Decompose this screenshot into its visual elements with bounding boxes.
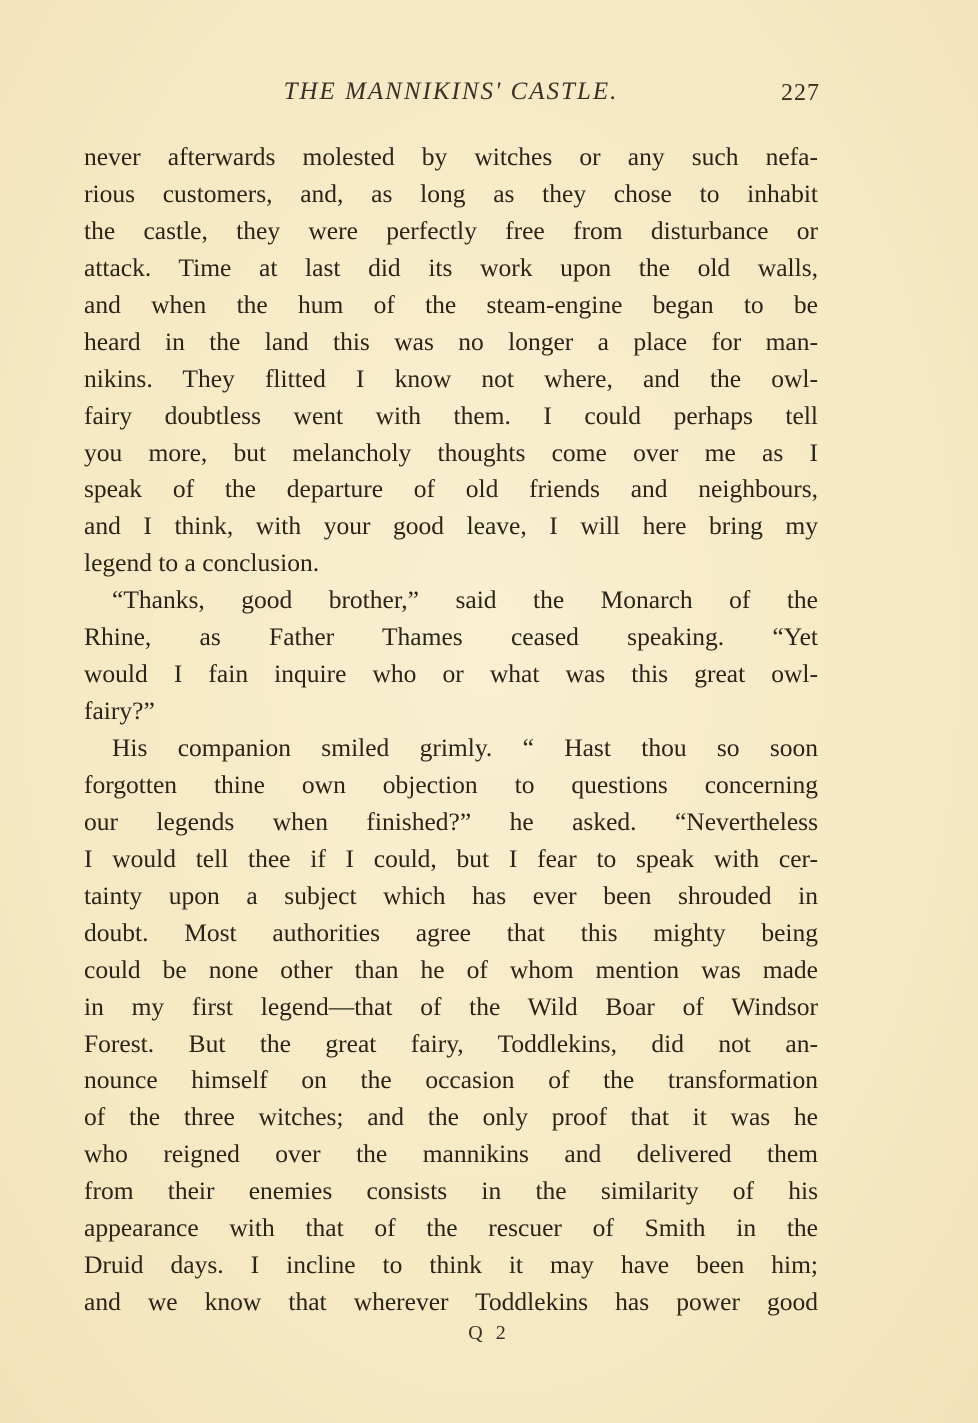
text-line: who reigned over the mannikins and delivered them (84, 1139, 818, 1169)
text-line: our legends when finished?” he asked. “Nevertheless (84, 806, 818, 836)
text-line: nikins. They flitted I know not where, and the owl- (84, 363, 818, 393)
text-line: the castle, they were perfectly free from disturbance or (84, 215, 818, 245)
text-line: speak of the departure of old friends and neighbours, (84, 474, 818, 504)
text-line: forgotten thine own objection to questions concerning (84, 769, 818, 799)
body-text (84, 139, 818, 1321)
running-head (84, 78, 818, 114)
text-line: of the three witches; and the only proof that it was he (84, 1102, 818, 1132)
text-line: would I fain inquire who or what was this great owl- (84, 659, 818, 689)
text-line: I would tell thee if I could, but I fear to speak with cer- (84, 843, 818, 873)
text-line: could be none other than he of whom mention was made (84, 954, 818, 984)
text-line: heard in the land this was no longer a place for man- (84, 326, 818, 356)
text-line: attack. Time at last did its work upon the old walls, (84, 252, 818, 282)
text-line: fairy doubtless went with them. I could perhaps tell (84, 400, 818, 430)
running-title: THE MANNIKINS' CASTLE. (283, 78, 619, 105)
text-line: from their enemies consists in the similarity of his (84, 1176, 818, 1206)
text-line: Forest. But the great fairy, Toddlekins, did not an- (84, 1028, 818, 1058)
signature-mark: Q 2 (468, 1322, 510, 1344)
text-line: nounce himself on the occasion of the transformation (84, 1065, 818, 1095)
text-line: and when the hum of the steam-engine began to be (84, 289, 818, 319)
text-line: and we know that wherever Toddlekins has power good (84, 1287, 818, 1317)
text-line: doubt. Most authorities agree that this mighty being (84, 917, 818, 947)
text-line: never afterwards molested by witches or any such nefa- (84, 142, 818, 171)
text-line: and I think, with your good leave, I will here bring my (84, 511, 818, 541)
text-line: in my first legend—that of the Wild Boar of Windsor (84, 991, 818, 1021)
page-number: 227 (781, 80, 820, 106)
text-line: you more, but melancholy thoughts come over me as I (84, 437, 818, 467)
text-line: Rhine, as Father Thames ceased speaking. “Yet (84, 622, 818, 652)
text-line: Druid days. I incline to think it may have been him; (84, 1250, 818, 1280)
paragraph-end-line: legend to a conclusion. (84, 548, 320, 578)
paragraph-start-line: “Thanks, good brother,” said the Monarch of the (112, 585, 818, 615)
text-line: appearance with that of the rescuer of Smith in the (84, 1213, 818, 1243)
paragraph-end-line: fairy?” (84, 696, 155, 726)
paragraph-start-line: His companion smiled grimly. “ Hast thou so soon (112, 733, 818, 762)
text-line: rious customers, and, as long as they chose to inhabit (84, 178, 818, 208)
text-line: tainty upon a subject which has ever been shrouded in (84, 880, 818, 910)
